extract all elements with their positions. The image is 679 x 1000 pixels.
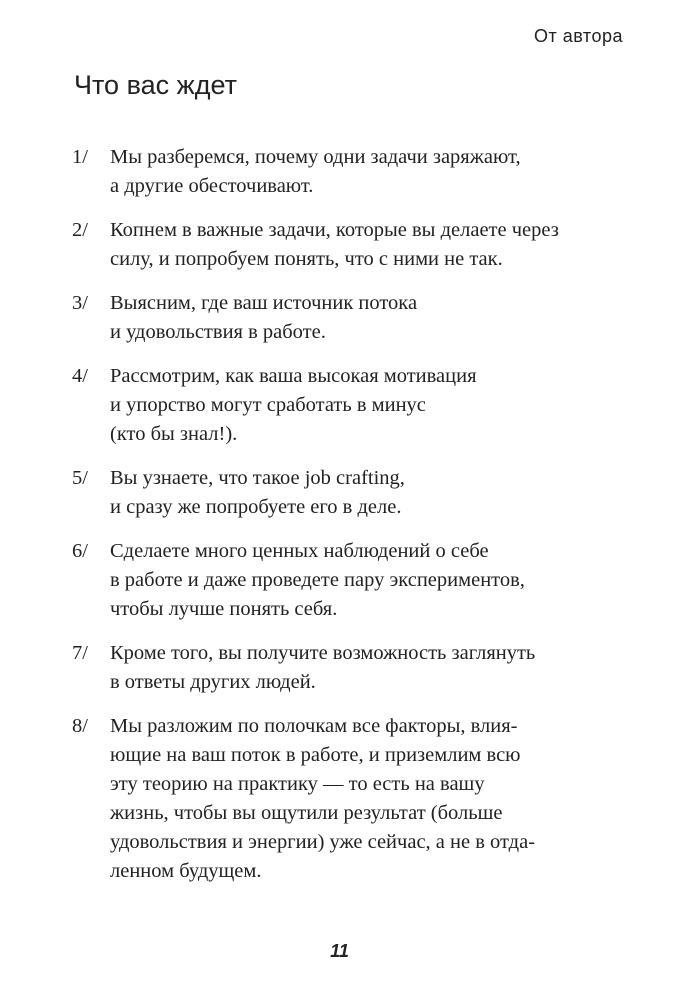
list-item-text [110, 712, 632, 886]
text-line: в ответы других людей. [110, 671, 316, 693]
text-line: в работе и даже проведете пару экспериментов, [110, 569, 525, 591]
list-item [72, 216, 632, 274]
text-line: и упорство могут сработать в минус [110, 394, 426, 416]
list-item [72, 362, 632, 449]
text-line: Мы разберемся, почему одни задачи заряжают, [110, 146, 521, 168]
text-line: и сразу же попробуете его в деле. [110, 496, 402, 518]
numbered-list [72, 143, 632, 901]
list-item-text [110, 289, 632, 347]
text-line: Копнем в важные задачи, которые вы делаете через [110, 219, 559, 241]
section-title: Что вас ждет [74, 70, 237, 100]
list-item-number: 1/ [72, 146, 88, 168]
list-item-text [110, 464, 632, 522]
list-item [72, 464, 632, 522]
text-line: чтобы лучше понять себя. [110, 598, 338, 620]
text-line: и удовольствия в работе. [110, 321, 326, 343]
list-item-text [110, 216, 632, 274]
list-item [72, 289, 632, 347]
list-item-number: 3/ [72, 292, 88, 314]
list-item-number: 6/ [72, 540, 88, 562]
list-item [72, 143, 632, 201]
list-item-number: 8/ [72, 715, 88, 737]
text-line: ющие на ваш поток в работе, и приземлим всю [110, 744, 521, 766]
list-item-number: 4/ [72, 365, 88, 387]
page-number: 11 [330, 941, 349, 961]
text-line: Кроме того, вы получите возможность заглянуть [110, 642, 536, 664]
list-item-number: 2/ [72, 219, 88, 241]
text-line: удовольствия и энергии) уже сейчас, а не в отда- [110, 831, 536, 853]
list-item [72, 712, 632, 886]
text-line: Рассмотрим, как ваша высокая мотивация [110, 365, 477, 387]
text-line: (кто бы знал!). [110, 423, 238, 445]
list-item-text [110, 537, 632, 624]
list-item-text [110, 639, 632, 697]
text-line: силу, и попробуем понять, что с ними не так. [110, 248, 503, 270]
text-line: Выясним, где ваш источник потока [110, 292, 418, 314]
list-item-number: 5/ [72, 467, 88, 489]
text-line: Сделаете много ценных наблюдений о себе [110, 540, 489, 562]
list-item [72, 537, 632, 624]
text-line: жизнь, чтобы вы ощутили результат (больше [110, 802, 503, 824]
list-item-number: 7/ [72, 642, 88, 664]
text-line: эту теорию на практику — то есть на вашу [110, 773, 485, 795]
text-line: а другие обесточивают. [110, 175, 314, 197]
list-item [72, 639, 632, 697]
text-line: Мы разложим по полочкам все факторы, влия- [110, 715, 518, 737]
text-line: Вы узнаете, что такое job crafting, [110, 467, 405, 489]
list-item-text [110, 143, 632, 201]
running-head: От автора [534, 26, 623, 46]
text-line: ленном будущем. [110, 860, 262, 882]
list-item-text [110, 362, 632, 449]
